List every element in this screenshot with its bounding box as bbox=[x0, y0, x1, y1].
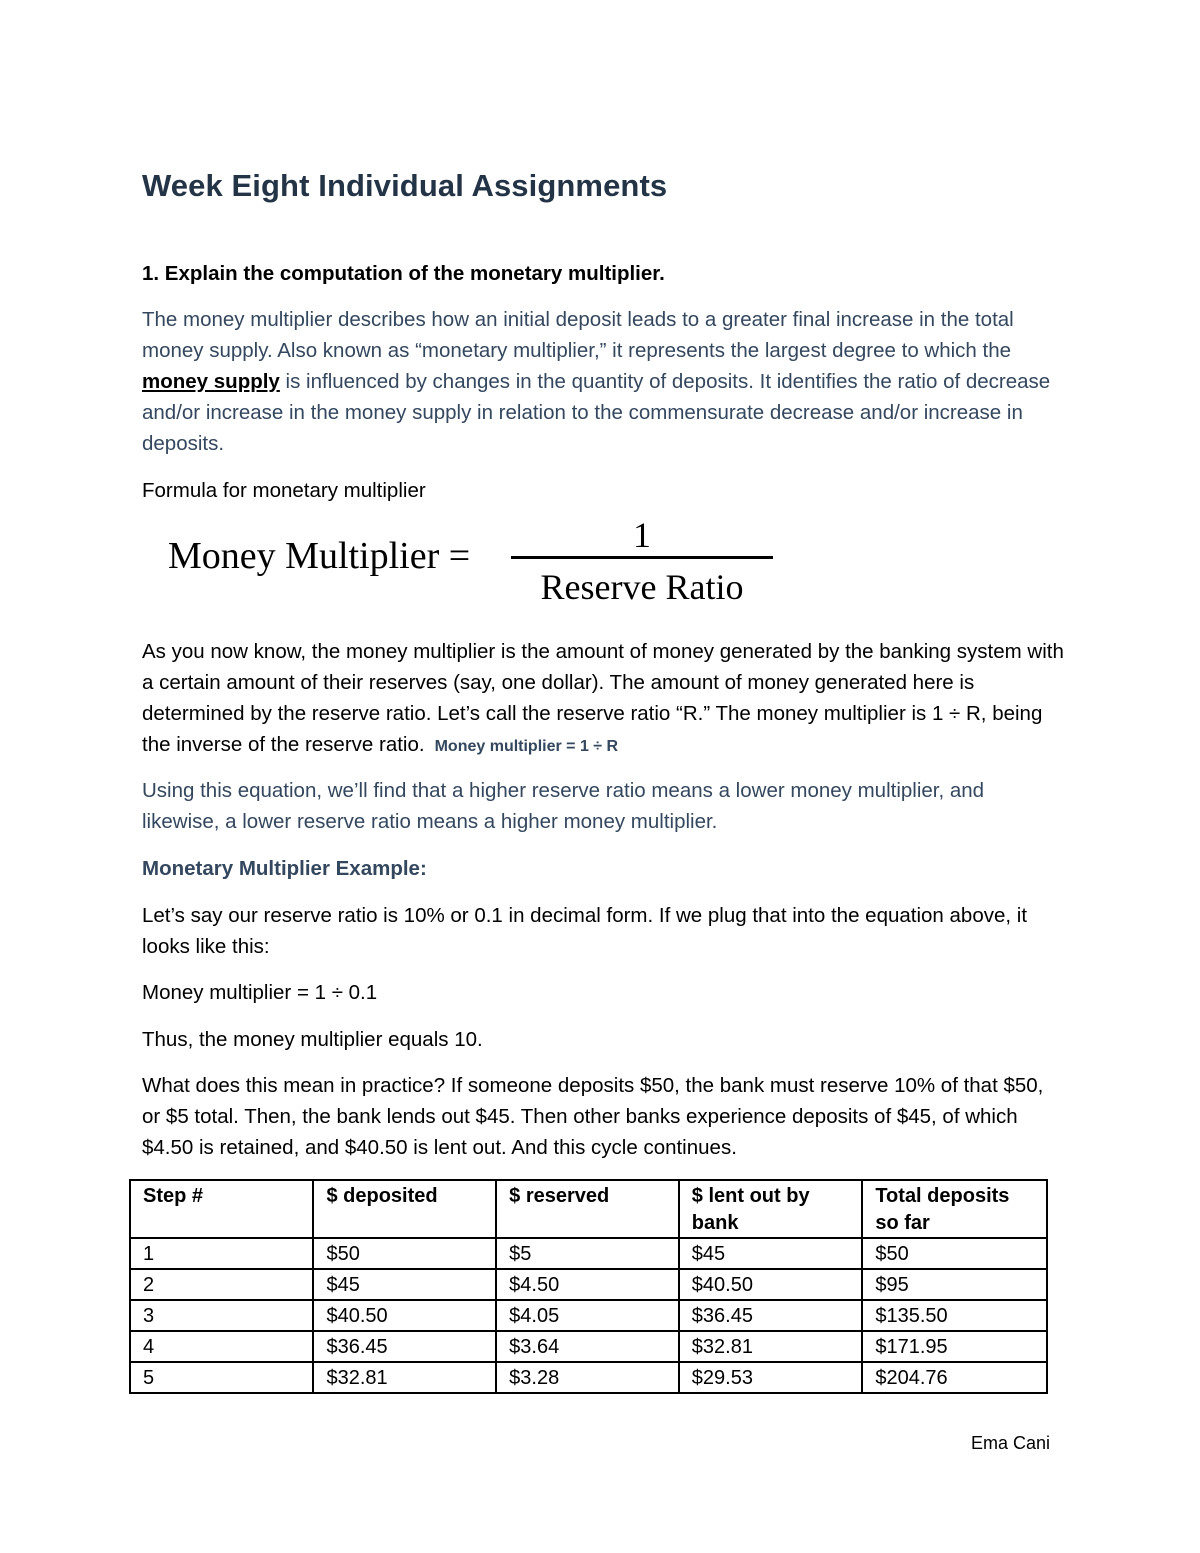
table-cell: $32.81 bbox=[313, 1362, 496, 1393]
table-cell: $5 bbox=[496, 1238, 679, 1269]
page-title: Week Eight Individual Assignments bbox=[142, 168, 668, 203]
question-heading: 1. Explain the computation of the monetary multiplier. bbox=[142, 262, 665, 285]
formula-numerator: 1 bbox=[633, 515, 651, 555]
table-cell: 1 bbox=[130, 1238, 313, 1269]
table-header-cell: Total deposits so far bbox=[862, 1180, 1047, 1238]
table-cell: 3 bbox=[130, 1300, 313, 1331]
table-cell: $3.64 bbox=[496, 1331, 679, 1362]
explanation-paragraph bbox=[142, 636, 1067, 762]
table-cell: $204.76 bbox=[862, 1362, 1047, 1393]
table-cell: $135.50 bbox=[862, 1300, 1047, 1331]
table-cell: $36.45 bbox=[313, 1331, 496, 1362]
table-cell: $32.81 bbox=[679, 1331, 863, 1362]
table-header-cell: Step # bbox=[130, 1180, 313, 1238]
table-header-cell: $ lent out by bank bbox=[679, 1180, 863, 1238]
table-cell: $95 bbox=[862, 1269, 1047, 1300]
table-cell: 4 bbox=[130, 1331, 313, 1362]
formula-lhs: Money Multiplier = bbox=[168, 535, 471, 577]
deposit-steps-table bbox=[129, 1179, 1048, 1394]
table-row bbox=[130, 1300, 1047, 1331]
example-intro: Let’s say our reserve ratio is 10% or 0.1 in decimal form. If we plug that into the equation above, it looks like this: bbox=[142, 904, 1028, 958]
formula-fraction bbox=[511, 512, 773, 612]
money-supply-link[interactable]: money supply bbox=[142, 370, 280, 393]
intro-paragraph bbox=[142, 304, 1067, 459]
table-cell: $45 bbox=[679, 1238, 863, 1269]
author-footer: Ema Cani bbox=[970, 1433, 1050, 1453]
table-cell: $45 bbox=[313, 1269, 496, 1300]
table-header-cell: $ reserved bbox=[496, 1180, 679, 1238]
table-cell: 5 bbox=[130, 1362, 313, 1393]
table-row bbox=[130, 1331, 1047, 1362]
table-header-cell: $ deposited bbox=[313, 1180, 496, 1238]
table-cell: $171.95 bbox=[862, 1331, 1047, 1362]
table-cell: $36.45 bbox=[679, 1300, 863, 1331]
table-cell: $50 bbox=[313, 1238, 496, 1269]
example-result: Thus, the money multiplier equals 10. bbox=[142, 1028, 483, 1051]
table-cell: $40.50 bbox=[313, 1300, 496, 1331]
table-cell: $4.50 bbox=[496, 1269, 679, 1300]
table-cell: $4.05 bbox=[496, 1300, 679, 1331]
table-cell: $29.53 bbox=[679, 1362, 863, 1393]
example-equation: Money multiplier = 1 ÷ 0.1 bbox=[142, 981, 378, 1004]
formula-image bbox=[168, 512, 788, 612]
formula-heading: Formula for monetary multiplier bbox=[142, 479, 426, 502]
equation-note: Using this equation, we’ll find that a higher reserve ratio means a lower money multiplier, and likewise, a lower reserve ratio means a higher money multiplier. bbox=[142, 779, 985, 833]
fraction-bar bbox=[511, 556, 773, 559]
table-row bbox=[130, 1362, 1047, 1393]
table-row bbox=[130, 1269, 1047, 1300]
table-header-row bbox=[130, 1180, 1047, 1238]
practice-paragraph: What does this mean in practice? If someone deposits $50, the bank must reserve 10% of that $50, or $5 total. Then, the bank lends out $45. Then other banks experience deposits of $45, of which $4.50 is retained, and $40.50 is lent out. And this cycle continues. bbox=[142, 1074, 1044, 1159]
explanation-text: As you now know, the money multiplier is the amount of money generated by the banking system with a certain amount of their reserves (say, one dollar). The amount of money generated here is determined by the reserve ratio. Let’s call the reserve ratio “R.” The money multiplier is 1 ÷ R, being the inverse of the reserve ratio. bbox=[142, 640, 1064, 756]
table-cell: 2 bbox=[130, 1269, 313, 1300]
formula-denominator: Reserve Ratio bbox=[540, 567, 744, 607]
table-row bbox=[130, 1238, 1047, 1269]
intro-text-before: The money multiplier describes how an initial deposit leads to a greater final increase in the total money supply. Also known as “monetary multiplier,” it represents the largest degree to which the bbox=[142, 308, 1014, 362]
table-cell: $3.28 bbox=[496, 1362, 679, 1393]
inline-formula: Money multiplier = 1 ÷ R bbox=[434, 738, 619, 755]
intro-text-after: is influenced by changes in the quantity of deposits. It identifies the ratio of decrease and/or increase in the money supply in relation to the commensurate decrease and/or increase in deposits. bbox=[142, 370, 1051, 455]
table-cell: $50 bbox=[862, 1238, 1047, 1269]
table-cell: $40.50 bbox=[679, 1269, 863, 1300]
example-heading: Monetary Multiplier Example: bbox=[142, 857, 427, 880]
